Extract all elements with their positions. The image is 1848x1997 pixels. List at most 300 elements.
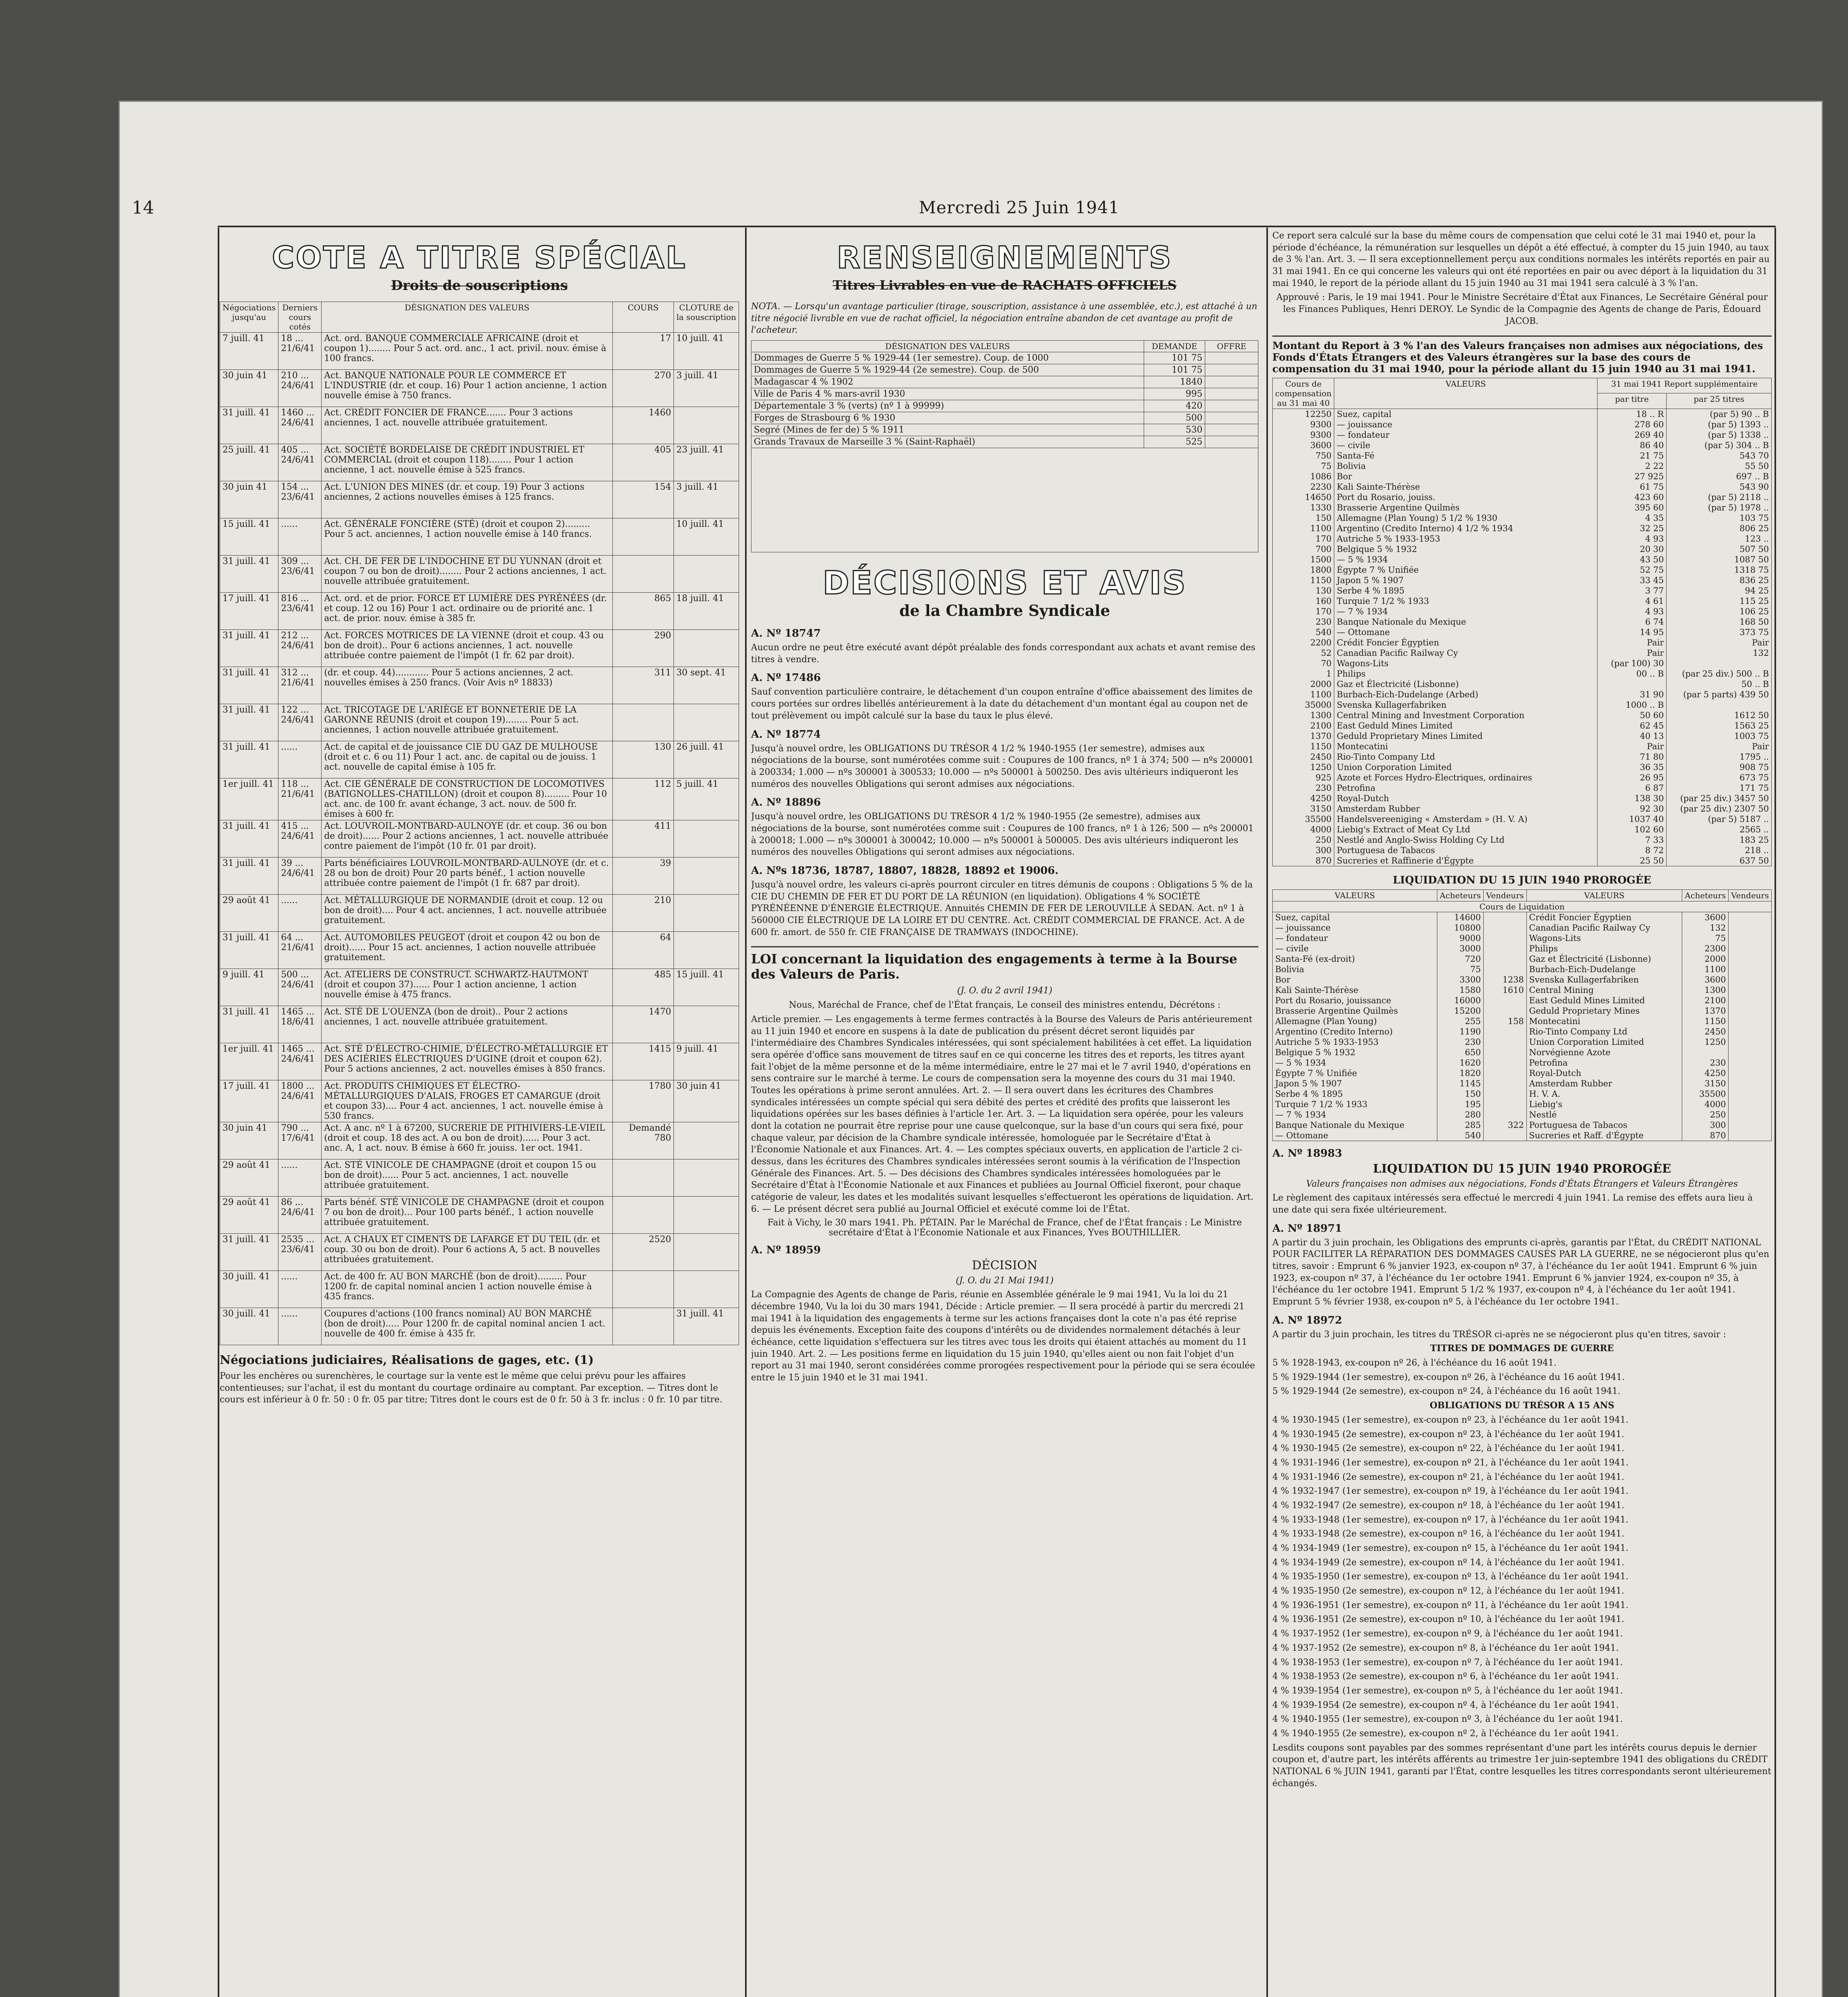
a18971-text: A partir du 3 juin prochain, les Obligations des emprunts ci-après, garantis par l'État, du CRÉDIT NATIONAL POUR FACILITER LA RÉPARATION DES DOMMAGES CAUSÉS PAR LA GUERRE, ne se négocieront plus qu'en titres, savoir : Emprunt 6 % janvier 1923, ex-coupon nº 37, à l'échéance du 1er août 1941. Emprunt 6 % juin 1923, ex-coupon nº 37, à l'échéance du 1er octobre 1941. Emprunt 6 % janvier 1924, ex-coupon nº 35, à l'échéance du 1er octobre 1941. Emprunt 5 1/2 % 1937, ex-coupon nº 4, à l'échéance du 1er août 1941. Emprunt 5 % février 1938, ex-coupon nº 5, à l'échéance du 1er octobre 1941. bbox=[1272, 1237, 1769, 1307]
table-row bbox=[220, 1080, 739, 1122]
table-row bbox=[1273, 1089, 1772, 1099]
cote-cours bbox=[613, 704, 674, 741]
report-valeur: Central Mining and Investment Corporation bbox=[1334, 710, 1598, 721]
liq-vend-left bbox=[1483, 964, 1526, 975]
liq-vend-right bbox=[1729, 1058, 1772, 1068]
liq-ach-left: 1580 bbox=[1437, 985, 1484, 995]
cote-des: Act. CRÉDIT FONCIER DE FRANCE....... Pour 3 actions anciennes, 1 act. nouvelle attribuée gratuitement. bbox=[322, 407, 613, 444]
table-row bbox=[1273, 1130, 1772, 1141]
decisions-title: DÉCISIONS ET AVIS bbox=[823, 564, 1187, 602]
table-row bbox=[1273, 731, 1772, 741]
cote-neg: 31 juill. 41 bbox=[220, 858, 278, 895]
table-row bbox=[1273, 954, 1772, 964]
cote-cours: 130 bbox=[613, 741, 674, 778]
liq-vend-right bbox=[1729, 1078, 1772, 1089]
liq-valeur-left: Bolivia bbox=[1273, 964, 1437, 975]
report-header-cours: Cours de compensation au 31 mai 40 bbox=[1273, 378, 1334, 409]
report-header-valeurs: VALEURS bbox=[1334, 378, 1598, 409]
renseignements-title: RENSEIGNEMENTS bbox=[837, 240, 1173, 275]
report-par-titre: 61 75 bbox=[1598, 482, 1667, 492]
liq-ach-left: 75 bbox=[1437, 964, 1484, 975]
a18972-text: A partir du 3 juin prochain, les titres du TRÉSOR ci-après ne se négocieront plus qu'en titres, savoir : bbox=[1272, 1329, 1726, 1340]
cote-cours: 2520 bbox=[613, 1234, 674, 1271]
cote-cours: 1470 bbox=[613, 1006, 674, 1043]
table-row bbox=[751, 364, 1258, 376]
liq-ach-left: 720 bbox=[1437, 954, 1484, 964]
loi-text: Article premier. — Les engagements à terme fermes contractés à la Bourse des Valeurs de Paris antérieurement au 11 juin 1940 et encore en suspens à la date de publication du présent décret seront liquidés par l'intermédiaire des Chambres Syndicales intéressées, qui sont spécialement habilitées à cet effet. La liquidation sera opérée d'office sans mouvement de titres sauf en ce qui concerne les titres des et reports, les titres ayant fait l'objet de la même personne et de la même intermédiaire, entre le 27 mai et le 7 avril 1940, d'opérations en sens contraire sur le marché à terme. Le cours de compensation sera la moyenne des cours du 31 mai 1940. Toutes les opérations à prime seront annulées. Art. 2. — Il sera ouvert dans les écritures des Chambres syndicales intéressées un compte spécial qui sera débité des pertes et crédité des profits que laisseront les liquidations opérées sur les bases définies à l'article 1er. Art. 3. — La liquidation sera opérée, pour les valeurs dont la cotation ne pourrait être reprise pour une cause quelconque, sur la base d'un cours qui sera fixé, pour chaque valeur, par décision de la Chambre syndicale intéressée, homologuée par le Secrétaire d'État à l'Économie Nationale et aux Finances. Art. 4. — Les comptes spéciaux ouverts, en application de l'article 2 ci-dessus, dans les écritures des Chambres syndicales intéressées seront soumis à la vérification de l'Inspection Générale des Finances. Art. 5. — Des décisions des Chambres syndicales intéressées homologuées par le Secrétaire d'État à l'Économie Nationale et aux Finances et publiées au Journal Officiel fixeront, pour chaque catégorie de valeur, les dates et les modalités suivant lesquelles s'effectueront les opérations de liquidation. Art. 6. — Le présent décret sera publié au Journal Officiel et exécuté comme loi de l'État. bbox=[751, 1014, 1254, 1214]
cote-last: 64 ... 21/6/41 bbox=[278, 932, 322, 969]
table-row bbox=[1273, 1006, 1772, 1016]
liq-ach-right: 3600 bbox=[1682, 975, 1729, 985]
report-par-titre: 92 30 bbox=[1598, 804, 1667, 814]
liq-ach-right: 1300 bbox=[1682, 985, 1729, 995]
liq-vend-right bbox=[1729, 985, 1772, 995]
liq-ach-right: 300 bbox=[1682, 1120, 1729, 1130]
cote-last: ...... bbox=[278, 518, 322, 556]
table-row bbox=[1273, 658, 1772, 669]
report-valeur: Bolivia bbox=[1334, 461, 1598, 471]
cote-des: Act. STÉ VINICOLE DE CHAMPAGNE (droit et coupon 15 ou bon de droit)...... Pour 5 act. anciennes, 1 act. nouvelle attribuée gratuitement. bbox=[322, 1159, 613, 1197]
liq-vend-left bbox=[1483, 1026, 1526, 1037]
rachats-header-dem: DEMANDE bbox=[1144, 341, 1205, 352]
table-row bbox=[1273, 835, 1772, 845]
report-valeur: Argentino (Credito Interno) 4 1/2 % 1934 bbox=[1334, 523, 1598, 534]
report-valeur: Petrofina bbox=[1334, 783, 1598, 793]
cote-cours: 1460 bbox=[613, 407, 674, 444]
report-par-titre: 395 60 bbox=[1598, 502, 1667, 513]
rachats-nota: NOTA. — Lorsqu'un avantage particulier (tirage, souscription, assistance à une assemblée, etc.), est attaché à un titre négocié livrable en vue de rachat officiel, la négociation entraîne abandon de cet avantage au profit de l'acheteur. bbox=[751, 302, 1258, 335]
report-par-25: (par 25 div.) 3457 50 bbox=[1667, 793, 1772, 804]
report-valeur: Philips bbox=[1334, 669, 1598, 679]
cote-cours: 64 bbox=[613, 932, 674, 969]
left-border bbox=[218, 228, 219, 1997]
report-cours: 130 bbox=[1273, 586, 1334, 596]
liq-ach-right: 4250 bbox=[1682, 1068, 1729, 1078]
report-cours: 150 bbox=[1273, 513, 1334, 523]
report-cours: 3600 bbox=[1273, 440, 1334, 451]
table-row bbox=[1273, 492, 1772, 502]
cote-clot bbox=[674, 1271, 739, 1308]
loi-signature: Fait à Vichy, le 30 mars 1941. Ph. PÉTAIN. Par le Maréchal de France, chef de l'État français : Le Ministre secrétaire d'État à l'Économie Nationale et aux Finances, Yves BOUTHILLIER. bbox=[767, 1217, 1242, 1238]
report-cours: 2450 bbox=[1273, 752, 1334, 762]
cote-des: Act. AUTOMOBILES PEUGEOT (droit et coupon 42 ou bon de droit)...... Pour 15 act. anciennes, 1 action nouvelle attribuée gratuitement. bbox=[322, 932, 613, 969]
liq-ach-right: 1100 bbox=[1682, 964, 1729, 975]
report-valeur: Amsterdam Rubber bbox=[1334, 804, 1598, 814]
table-row bbox=[220, 593, 739, 630]
rachat-off bbox=[1205, 352, 1258, 364]
report-par-25: 168 50 bbox=[1667, 617, 1772, 627]
table-row bbox=[220, 820, 739, 858]
table-row bbox=[1273, 933, 1772, 943]
report-par-25: 55 50 bbox=[1667, 461, 1772, 471]
report-valeur: Liebig's Extract of Meat Cy Ltd bbox=[1334, 824, 1598, 835]
cote-cours: 154 bbox=[613, 481, 674, 518]
liq-vend-right bbox=[1729, 1016, 1772, 1026]
top-rule bbox=[218, 226, 1776, 227]
liq-vend-left bbox=[1483, 943, 1526, 954]
table-row bbox=[1273, 700, 1772, 710]
table-row bbox=[1273, 995, 1772, 1006]
liq-valeur-right: Liebig's bbox=[1526, 1099, 1682, 1110]
report-par-titre: 4 93 bbox=[1598, 534, 1667, 544]
table-row bbox=[1273, 985, 1772, 995]
table-row bbox=[1273, 772, 1772, 783]
oblig-line: 4 % 1932-1947 (2e semestre), ex-coupon nº 18, à l'échéance du 1er août 1941. bbox=[1272, 1500, 1624, 1511]
cote-last: 118 ... 21/6/41 bbox=[278, 778, 322, 820]
cote-last: ...... bbox=[278, 1308, 322, 1345]
table-row bbox=[1273, 1078, 1772, 1089]
table-row bbox=[1273, 1110, 1772, 1120]
liq-ach-right: 230 bbox=[1682, 1058, 1729, 1068]
rachat-off bbox=[1205, 364, 1258, 376]
rachat-off bbox=[1205, 400, 1258, 412]
cote-des: Act. BANQUE NATIONALE POUR LE COMMERCE ET L'INDUSTRIE (dr. et coup. 16) Pour 1 action ancienne, 1 action nouvelle émise à 750 francs. bbox=[322, 370, 613, 407]
report-par-25: 1318 75 bbox=[1667, 565, 1772, 575]
cote-cours: 210 bbox=[613, 895, 674, 932]
report-valeur: Japon 5 % 1907 bbox=[1334, 575, 1598, 586]
liq-ach-right: 3600 bbox=[1682, 912, 1729, 923]
cote-cours: 17 bbox=[613, 333, 674, 370]
table-row bbox=[1273, 430, 1772, 440]
report-cours: 170 bbox=[1273, 606, 1334, 617]
liq-valeur-right: Union Corporation Limited bbox=[1526, 1037, 1682, 1047]
report-par-titre: 18 .. R bbox=[1598, 409, 1667, 419]
cote-des: Act. STÉ D'ÉLECTRO-CHIMIE, D'ÉLECTRO-MÉTALLURGIE ET DES ACIÉRIES ÉLECTRIQUES D'UGINE (droit et coupon 62). Pour 5 actions anciennes, 2 act. nouvelles émises à 850 francs. bbox=[322, 1043, 613, 1080]
cote-cours: 270 bbox=[613, 370, 674, 407]
report-cours: 700 bbox=[1273, 544, 1334, 554]
oblig-line: 4 % 1934-1949 (2e semestre), ex-coupon nº 14, à l'échéance du 1er août 1941. bbox=[1272, 1557, 1624, 1568]
liq-vend-left bbox=[1483, 923, 1526, 933]
report-par-titre: 21 75 bbox=[1598, 451, 1667, 461]
dommages-line: 5 % 1928-1943, ex-coupon nº 26, à l'échéance du 16 août 1941. bbox=[1272, 1358, 1557, 1368]
table-row bbox=[751, 424, 1258, 436]
rachats-table-body bbox=[751, 352, 1258, 448]
rachats-table-blank bbox=[751, 448, 1258, 552]
cote-des: Act. ATELIERS DE CONSTRUCT. SCHWARTZ-HAUTMONT (droit et coupon 37)...... Pour 1 action ancienne, 1 action nouvelle émise à 475 francs. bbox=[322, 969, 613, 1006]
report-par-25 bbox=[1667, 658, 1772, 669]
liq-vend-left bbox=[1483, 1006, 1526, 1016]
report-par-25: (par 5) 1338 .. bbox=[1667, 430, 1772, 440]
liq-header-valeurs-left: VALEURS bbox=[1273, 889, 1437, 901]
a18983-text: Le règlement des capitaux intéressés sera effectué le mercredi 4 juin 1941. La remise des effets aura lieu à une date qui sera fixée ultérieurement. bbox=[1272, 1193, 1753, 1215]
a18983-title: LIQUIDATION DU 15 JUIN 1940 PROROGÉE bbox=[1373, 1161, 1671, 1176]
table-row bbox=[1273, 814, 1772, 824]
cote-neg: 1er juill. 41 bbox=[220, 778, 278, 820]
cote-neg: 31 juill. 41 bbox=[220, 667, 278, 704]
table-row bbox=[220, 333, 739, 370]
oblig-line: 4 % 1930-1945 (1er semestre), ex-coupon nº 23, à l'échéance du 1er août 1941. bbox=[1272, 1415, 1629, 1425]
report-par-25: (par 25 div.) 2307 50 bbox=[1667, 804, 1772, 814]
report-par-titre: 4 61 bbox=[1598, 596, 1667, 606]
liq-vend-right bbox=[1729, 954, 1772, 964]
liq-ach-right: 35500 bbox=[1682, 1089, 1729, 1099]
liq-vend-left bbox=[1483, 1110, 1526, 1120]
liq-ach-left: 3300 bbox=[1437, 975, 1484, 985]
report-valeur: Burbach-Eich-Dudelange (Arbed) bbox=[1334, 689, 1598, 700]
report-par-titre: 25 50 bbox=[1598, 856, 1667, 866]
table-row bbox=[220, 778, 739, 820]
oblig-line: 4 % 1934-1949 (1er semestre), ex-coupon nº 15, à l'échéance du 1er août 1941. bbox=[1272, 1543, 1629, 1553]
table-row bbox=[1273, 606, 1772, 617]
report-par-titre: 2 22 bbox=[1598, 461, 1667, 471]
liq-ach-right: 1150 bbox=[1682, 1016, 1729, 1026]
cote-last: 86 ... 24/6/41 bbox=[278, 1197, 322, 1234]
liq-vend-left: 158 bbox=[1483, 1016, 1526, 1026]
report-cours: 2230 bbox=[1273, 482, 1334, 492]
table-row bbox=[1273, 554, 1772, 565]
report-par-titre: 4 93 bbox=[1598, 606, 1667, 617]
oblig-line: 4 % 1939-1954 (1er semestre), ex-coupon nº 5, à l'échéance du 1er août 1941. bbox=[1272, 1685, 1623, 1696]
report-cours: 1250 bbox=[1273, 762, 1334, 772]
cote-des: Act. GÉNÉRALE FONCIÈRE (STÉ) (droit et coupon 2)......... Pour 5 act. anciennes, 1 action nouvelle émise à 140 francs. bbox=[322, 518, 613, 556]
liq-header-cours: Cours de Liquidation bbox=[1273, 901, 1772, 912]
cote-neg: 9 juill. 41 bbox=[220, 969, 278, 1006]
liq-ach-right: 250 bbox=[1682, 1110, 1729, 1120]
cote-cours: 1415 bbox=[613, 1043, 674, 1080]
dommages-line: 5 % 1929-1944 (1er semestre), ex-coupon nº 26, à l'échéance du 16 août 1941. bbox=[1272, 1372, 1625, 1382]
cote-clot: 10 juill. 41 bbox=[674, 333, 739, 370]
cote-last: 405 ... 24/6/41 bbox=[278, 444, 322, 481]
liq-header-ach-left: Acheteurs bbox=[1437, 889, 1484, 901]
report-table-body bbox=[1273, 409, 1772, 866]
avis-list bbox=[751, 627, 1258, 938]
liq-valeur-right: East Geduld Mines Limited bbox=[1526, 995, 1682, 1006]
liq-ach-left: 16000 bbox=[1437, 995, 1484, 1006]
report-par-25: (par 25 div.) 500 .. B bbox=[1667, 669, 1772, 679]
liq-vend-right bbox=[1729, 1068, 1772, 1078]
liq-ach-right: 2450 bbox=[1682, 1026, 1729, 1037]
oblig-line: 4 % 1930-1945 (2e semestre), ex-coupon nº 22, à l'échéance du 1er août 1941. bbox=[1272, 1443, 1624, 1454]
liq-valeur-left: Suez, capital bbox=[1273, 912, 1437, 923]
report-cours: 35000 bbox=[1273, 700, 1334, 710]
avis-text: Jusqu'à nouvel ordre, les OBLIGATIONS DU TRÉSOR 4 1/2 % 1940-1955 (2e semestre), admises aux négociations de la bourse, sont numérotées comme suit : Coupures de 100 francs, nº 1 à 126; 500 — nºs 200001 à 200018; 1.000 — nºs 300001 à 300042; 10.000 — nºs 500001 à 500005. Des avis ultérieurs indiqueront les numéros des nouvelles Obligations qui seront admises aux négociations. bbox=[751, 812, 1254, 858]
avis-text: Jusqu'à nouvel ordre, les OBLIGATIONS DU TRÉSOR 4 1/2 % 1940-1955 (1er semestre), admises aux négociations de la bourse, sont numérotées comme suit : Coupures de 100 francs, nº 1 à 374; 500 — nºs 200001 à 200334; 1.000 — nºs 300001 à 300533; 10.000 — nºs 500001 à 500250. Des avis ultérieurs indiqueront les numéros des nouvelles Obligations qui seront admises aux négociations. bbox=[751, 743, 1254, 789]
cote-cours bbox=[613, 1271, 674, 1308]
liq-valeur-left: Égypte 7 % Unifiée bbox=[1273, 1068, 1437, 1078]
report-cours: 1100 bbox=[1273, 689, 1334, 700]
rachat-dem: 525 bbox=[1144, 436, 1205, 448]
table-row bbox=[1273, 1047, 1772, 1058]
cote-cours: 1780 bbox=[613, 1080, 674, 1122]
liq-ach-left: 3000 bbox=[1437, 943, 1484, 954]
table-row bbox=[1273, 502, 1772, 513]
rachat-dem: 530 bbox=[1144, 424, 1205, 436]
cote-des: Parts bénéficiaires LOUVROIL-MONTBARD-AULNOYE (dr. et c. 28 ou bon de droit) Pour 20 parts bénéf., 1 action nouvelle attribuée contre paiement de l'impôt (1 fr. 687 par droit). bbox=[322, 858, 613, 895]
report-par-25: 218 .. bbox=[1667, 845, 1772, 856]
cote-neg: 31 juill. 41 bbox=[220, 1234, 278, 1271]
report-par-titre: 269 40 bbox=[1598, 430, 1667, 440]
table-row bbox=[220, 704, 739, 741]
decisions-subtitle: de la Chambre Syndicale bbox=[899, 601, 1110, 620]
report-par-25: 1612 50 bbox=[1667, 710, 1772, 721]
oblig-line: 4 % 1937-1952 (2e semestre), ex-coupon nº 8, à l'échéance du 1er août 1941. bbox=[1272, 1643, 1619, 1653]
cote-cours: 485 bbox=[613, 969, 674, 1006]
liq-valeur-right: Wagons-Lits bbox=[1526, 933, 1682, 943]
rachat-off bbox=[1205, 436, 1258, 448]
liq-ach-right: 132 bbox=[1682, 923, 1729, 933]
rachat-dem: 1840 bbox=[1144, 376, 1205, 388]
rachat-off bbox=[1205, 412, 1258, 424]
loi-title: LOI concernant la liquidation des engagements à terme à la Bourse des Valeurs de Paris. bbox=[751, 946, 1258, 982]
rachats-header-des: DÉSIGNATION DES VALEURS bbox=[751, 341, 1144, 352]
report-par-titre: 102 60 bbox=[1598, 824, 1667, 835]
report-valeur: Portuguesa de Tabacos bbox=[1334, 845, 1598, 856]
liq-vend-right bbox=[1729, 995, 1772, 1006]
report-valeur: Wagons-Lits bbox=[1334, 658, 1598, 669]
report-valeur: East Geduld Mines Limited bbox=[1334, 721, 1598, 731]
table-row bbox=[220, 895, 739, 932]
rachat-dem: 500 bbox=[1144, 412, 1205, 424]
liq-valeur-left: Japon 5 % 1907 bbox=[1273, 1078, 1437, 1089]
report-cours: 70 bbox=[1273, 658, 1334, 669]
cote-neg: 31 juill. 41 bbox=[220, 741, 278, 778]
cote-last: 816 ... 23/6/41 bbox=[278, 593, 322, 630]
report-valeur: Turquie 7 1/2 % 1933 bbox=[1334, 596, 1598, 606]
liq-vend-left: 322 bbox=[1483, 1120, 1526, 1130]
liq-ach-left: 285 bbox=[1437, 1120, 1484, 1130]
report-cours: 14650 bbox=[1273, 492, 1334, 502]
report-cours: 9300 bbox=[1273, 419, 1334, 430]
liq-valeur-left: — 5 % 1934 bbox=[1273, 1058, 1437, 1068]
liq-valeur-left: Belgique 5 % 1932 bbox=[1273, 1047, 1437, 1058]
table-row bbox=[1273, 1099, 1772, 1110]
liq-vend-right bbox=[1729, 912, 1772, 923]
rachat-off bbox=[1205, 388, 1258, 400]
report-valeur: Geduld Proprietary Mines Limited bbox=[1334, 731, 1598, 741]
liq-valeur-right: Petrofina bbox=[1526, 1058, 1682, 1068]
cote-des: Act. ord. et de prior. FORCE ET LUMIÈRE DES PYRÉNÉES (dr. et coup. 12 ou 16) Pour 1 act. ordinaire ou de priorité anc. 1 act. de prior. nouv. émise à 385 fr. bbox=[322, 593, 613, 630]
cote-clot bbox=[674, 1234, 739, 1271]
liq-vend-right bbox=[1729, 1089, 1772, 1099]
report-par-titre: 33 45 bbox=[1598, 575, 1667, 586]
liq-vend-left bbox=[1483, 995, 1526, 1006]
report-par-25: 132 bbox=[1667, 648, 1772, 658]
report-par-titre: 00 .. B bbox=[1598, 669, 1667, 679]
report-par-25: 115 25 bbox=[1667, 596, 1772, 606]
table-row bbox=[1273, 544, 1772, 554]
table-row bbox=[220, 1197, 739, 1234]
table-row bbox=[1273, 783, 1772, 793]
report-valeur: Port du Rosario, jouiss. bbox=[1334, 492, 1598, 502]
table-row bbox=[1273, 1037, 1772, 1047]
table-row bbox=[1273, 471, 1772, 482]
report-table bbox=[1272, 378, 1772, 866]
report-par-titre: 3 77 bbox=[1598, 586, 1667, 596]
report-approval: Approuvé : Paris, le 19 mai 1941. Pour le Ministre Secrétaire d'État aux Finances, Le Secrétaire Général pour les Finances Publiques, Henri DEROY. Le Syndic de la Compagnie des Agents de change de Paris, Édouard JACOB. bbox=[1276, 292, 1768, 326]
cote-neg: 30 juin 41 bbox=[220, 370, 278, 407]
liq-vend-right bbox=[1729, 1099, 1772, 1110]
liq-valeur-right: Royal-Dutch bbox=[1526, 1068, 1682, 1078]
report-cours: 1300 bbox=[1273, 710, 1334, 721]
dommages-line: 5 % 1929-1944 (2e semestre), ex-coupon nº 24, à l'échéance du 16 août 1941. bbox=[1272, 1386, 1621, 1397]
table-row bbox=[1273, 1016, 1772, 1026]
liq-valeur-left: Brasserie Argentine Quilmès bbox=[1273, 1006, 1437, 1016]
liq-vend-right bbox=[1729, 923, 1772, 933]
cote-des: Act. ord. BANQUE COMMERCIALE AFRICAINE (droit et coupon 1)........ Pour 5 act. ord. anc., 1 act. privil. nouv. émise à 100 francs. bbox=[322, 333, 613, 370]
table-row bbox=[1273, 1026, 1772, 1037]
rachat-dem: 420 bbox=[1144, 400, 1205, 412]
table-row bbox=[1273, 752, 1772, 762]
cote-last: ...... bbox=[278, 741, 322, 778]
rachats-subtitle: Titres Livrables en vue de RACHATS OFFICIELS bbox=[833, 278, 1177, 293]
table-row bbox=[1273, 1068, 1772, 1078]
report-valeur: Égypte 7 % Unifiée bbox=[1334, 565, 1598, 575]
liq-valeur-left: — Ottomane bbox=[1273, 1130, 1437, 1141]
oblig-line: 4 % 1930-1945 (2e semestre), ex-coupon nº 23, à l'échéance du 1er août 1941. bbox=[1272, 1429, 1624, 1439]
liq-valeur-left: — civile bbox=[1273, 943, 1437, 954]
liq-title: LIQUIDATION DU 15 JUIN 1940 PROROGÉE bbox=[1393, 874, 1651, 886]
avis-number: A. Nº 18747 bbox=[751, 627, 821, 640]
cote-cours: 865 bbox=[613, 593, 674, 630]
decision-title: DÉCISION bbox=[972, 1258, 1037, 1272]
report-valeur: Belgique 5 % 1932 bbox=[1334, 544, 1598, 554]
decision-number: A. Nº 18959 bbox=[751, 1244, 821, 1256]
table-row bbox=[1273, 648, 1772, 658]
liq-ach-right: 1370 bbox=[1682, 1006, 1729, 1016]
cote-clot bbox=[674, 556, 739, 593]
cote-last: ...... bbox=[278, 1159, 322, 1197]
report-par-25: 697 .. B bbox=[1667, 471, 1772, 482]
a18983-number: A. Nº 18983 bbox=[1272, 1147, 1342, 1159]
report-cours: 1086 bbox=[1273, 471, 1334, 482]
liq-ach-left: 230 bbox=[1437, 1037, 1484, 1047]
report-valeur: Allemagne (Plan Young) 5 1/2 % 1930 bbox=[1334, 513, 1598, 523]
report-valeur: Suez, capital bbox=[1334, 409, 1598, 419]
liq-ach-right: 1250 bbox=[1682, 1037, 1729, 1047]
report-par-25: 373 75 bbox=[1667, 627, 1772, 637]
liq-ach-right: 75 bbox=[1682, 933, 1729, 943]
liq-ach-left: 1820 bbox=[1437, 1068, 1484, 1078]
report-cours: 35500 bbox=[1273, 814, 1334, 824]
table-row bbox=[1273, 804, 1772, 814]
cote-cours bbox=[613, 556, 674, 593]
rachat-dem: 101 75 bbox=[1144, 364, 1205, 376]
judicial-text: Pour les enchères ou surenchères, le courtage sur la vente est le même que celui prévu pour les affaires contentieuses; sur l'achat, il est du montant du courtage ordinaire au comptant. Par exception. — Titres dont le cours est inférieur à 0 fr. 50 : 0 fr. 05 par titre; Titres dont le cours est de 0 fr. 50 à 3 fr. inclus : 0 fr. 10 par titre. bbox=[220, 1371, 723, 1405]
rachats-table bbox=[751, 340, 1258, 448]
liq-table bbox=[1272, 889, 1772, 1141]
cote-title: COTE A TITRE SPÉCIAL bbox=[272, 240, 687, 275]
cote-clot bbox=[674, 1159, 739, 1197]
cote-des: Coupures d'actions (100 francs nominal) AU BON MARCHÉ (bon de droit)..... Pour 1200 fr. de capital nominal ancien 1 act. nouvelle de 400 fr. émise à 435 fr. bbox=[322, 1308, 613, 1345]
report-intro: Ce report sera calculé sur la base du même cours de compensation que celui coté le 31 mai 1940 et, pour la période d'échéance, la rémunération sur lesquelles un dépôt a été effectué, à compter du 15 juin 1940, au taux de 3 % l'an. Art. 3. — Il sera exceptionnellement perçu aux conditions normales les intérêts reportés en pair au 31 mai 1941. En ce qui concerne les valeurs qui ont été reportées en pair ou avec déport à la liquidation du 31 mai 1940, le report de la période allant du 15 juin 1940 au 31 mai 1941 sera calculé à 3 % l'an. bbox=[1272, 231, 1770, 288]
table-row bbox=[220, 370, 739, 407]
report-cours: 250 bbox=[1273, 835, 1334, 845]
report-par-titre bbox=[1598, 679, 1667, 689]
column-cote-titre-special bbox=[220, 228, 739, 1997]
liq-valeur-left: Port du Rosario, jouissance bbox=[1273, 995, 1437, 1006]
report-valeur: Rio-Tinto Company Ltd bbox=[1334, 752, 1598, 762]
liq-valeur-right: Geduld Proprietary Mines bbox=[1526, 1006, 1682, 1016]
liq-ach-left: 255 bbox=[1437, 1016, 1484, 1026]
liq-vend-left bbox=[1483, 1078, 1526, 1089]
oblig-list bbox=[1272, 1414, 1772, 1740]
report-cours: 540 bbox=[1273, 627, 1334, 637]
judicial-title: Négociations judiciaires, Réalisations de gages, etc. (1) bbox=[220, 1353, 594, 1367]
cote-clot: 3 juill. 41 bbox=[674, 481, 739, 518]
report-valeur: Santa-Fé bbox=[1334, 451, 1598, 461]
liq-ach-left: 10800 bbox=[1437, 923, 1484, 933]
cote-header-last: Derniers cours cotés bbox=[278, 302, 322, 333]
liq-valeur-right: Canadian Pacific Railway Cy bbox=[1526, 923, 1682, 933]
table-row bbox=[751, 352, 1258, 364]
cote-neg: 30 juin 41 bbox=[220, 1122, 278, 1159]
liq-ach-left: 280 bbox=[1437, 1110, 1484, 1120]
liq-valeur-left: — jouissance bbox=[1273, 923, 1437, 933]
table-row bbox=[220, 1159, 739, 1197]
liq-ach-left: 540 bbox=[1437, 1130, 1484, 1141]
report-valeur: — fondateur bbox=[1334, 430, 1598, 440]
report-par-25: 50 .. B bbox=[1667, 679, 1772, 689]
